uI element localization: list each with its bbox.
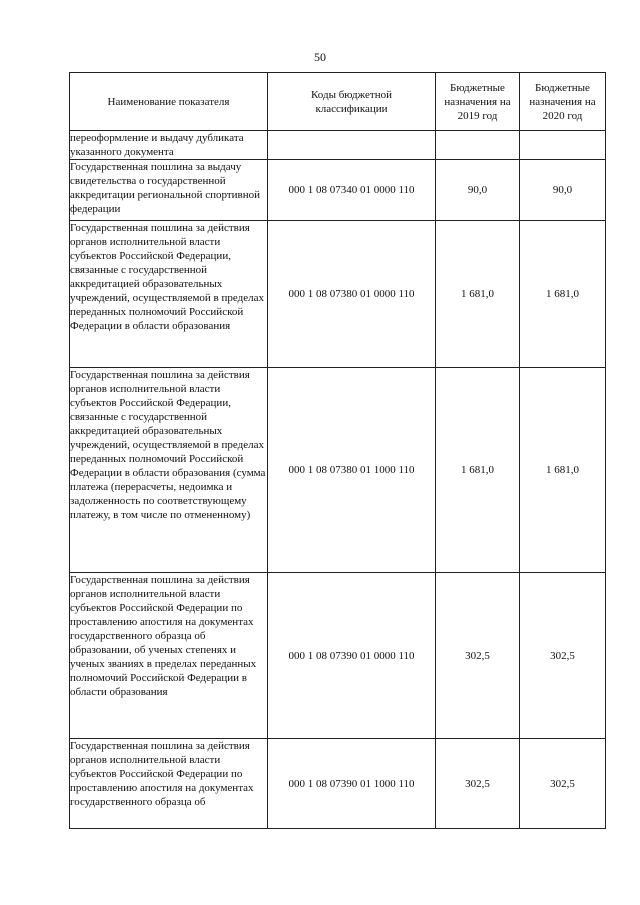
row-value-2019: 302,5 [436, 573, 520, 739]
table-row [70, 739, 606, 829]
header-2019 [436, 73, 520, 131]
row-value-2020: 90,0 [520, 160, 606, 221]
table-row [70, 221, 606, 368]
row-name: Государственная пошлина за выдачу свидетельства о государственной аккредитации региональной спортивной федерации [70, 160, 268, 221]
row-code: 000 1 08 07340 01 0000 110 [268, 160, 436, 221]
header-name-label: Наименование показателя [107, 95, 230, 108]
page-number: 50 [314, 50, 326, 64]
row-value-2020: 1 681,0 [520, 368, 606, 573]
row-value-2019: 1 681,0 [436, 368, 520, 573]
table-row [70, 368, 606, 573]
header-2019-label: Бюджетные назначения на 2019 год [444, 81, 511, 122]
row-value-2019 [436, 131, 520, 160]
row-value-2020: 1 681,0 [520, 221, 606, 368]
budget-table [69, 72, 606, 829]
row-code: 000 1 08 07380 01 0000 110 [268, 221, 436, 368]
row-value-2020: 302,5 [520, 573, 606, 739]
header-2020-label: Бюджетные назначения на 2020 год [529, 81, 596, 122]
row-code: 000 1 08 07380 01 1000 110 [268, 368, 436, 573]
row-value-2019: 1 681,0 [436, 221, 520, 368]
header-name [70, 73, 268, 131]
row-code: 000 1 08 07390 01 0000 110 [268, 573, 436, 739]
row-name: Государственная пошлина за действия органов исполнительной власти субъектов Российской Федерации, связанные с государственной аккредитацией образовательных учреждений, осуществляемой в пределах переданных полномочий Российской Федерации в области образования [70, 221, 268, 368]
row-name: Государственная пошлина за действия органов исполнительной власти субъектов Российской Федерации по проставлению апостиля на документах государственного образца об образовании, об ученых степенях и ученых званиях в пределах переданных полномочий Российской Федерации в области образования [70, 573, 268, 739]
header-code-label: Коды бюджетной классификации [311, 88, 392, 115]
row-value-2019: 302,5 [436, 739, 520, 829]
row-code [268, 131, 436, 160]
header-code [268, 73, 436, 131]
table-row [70, 160, 606, 221]
row-value-2020 [520, 131, 606, 160]
row-name: Государственная пошлина за действия органов исполнительной власти субъектов Российской Федерации, связанные с государственной аккредитацией образовательных учреждений, осуществляемой в пределах переданных полномочий Российской Федерации в области образования (сумма платежа (перерасчеты, недоимка и задолженность по соответствующему платежу, в том числе по отмененному) [70, 368, 268, 573]
row-value-2019: 90,0 [436, 160, 520, 221]
header-2020 [520, 73, 606, 131]
row-code: 000 1 08 07390 01 1000 110 [268, 739, 436, 829]
table-row [70, 131, 606, 160]
table-row [70, 573, 606, 739]
row-name: переоформление и выдачу дубликата указанного документа [70, 131, 268, 160]
row-value-2020: 302,5 [520, 739, 606, 829]
row-name: Государственная пошлина за действия органов исполнительной власти субъектов Российской Федерации по проставлению апостиля на документах государственного образца об [70, 739, 268, 829]
table-header-row [70, 73, 606, 131]
